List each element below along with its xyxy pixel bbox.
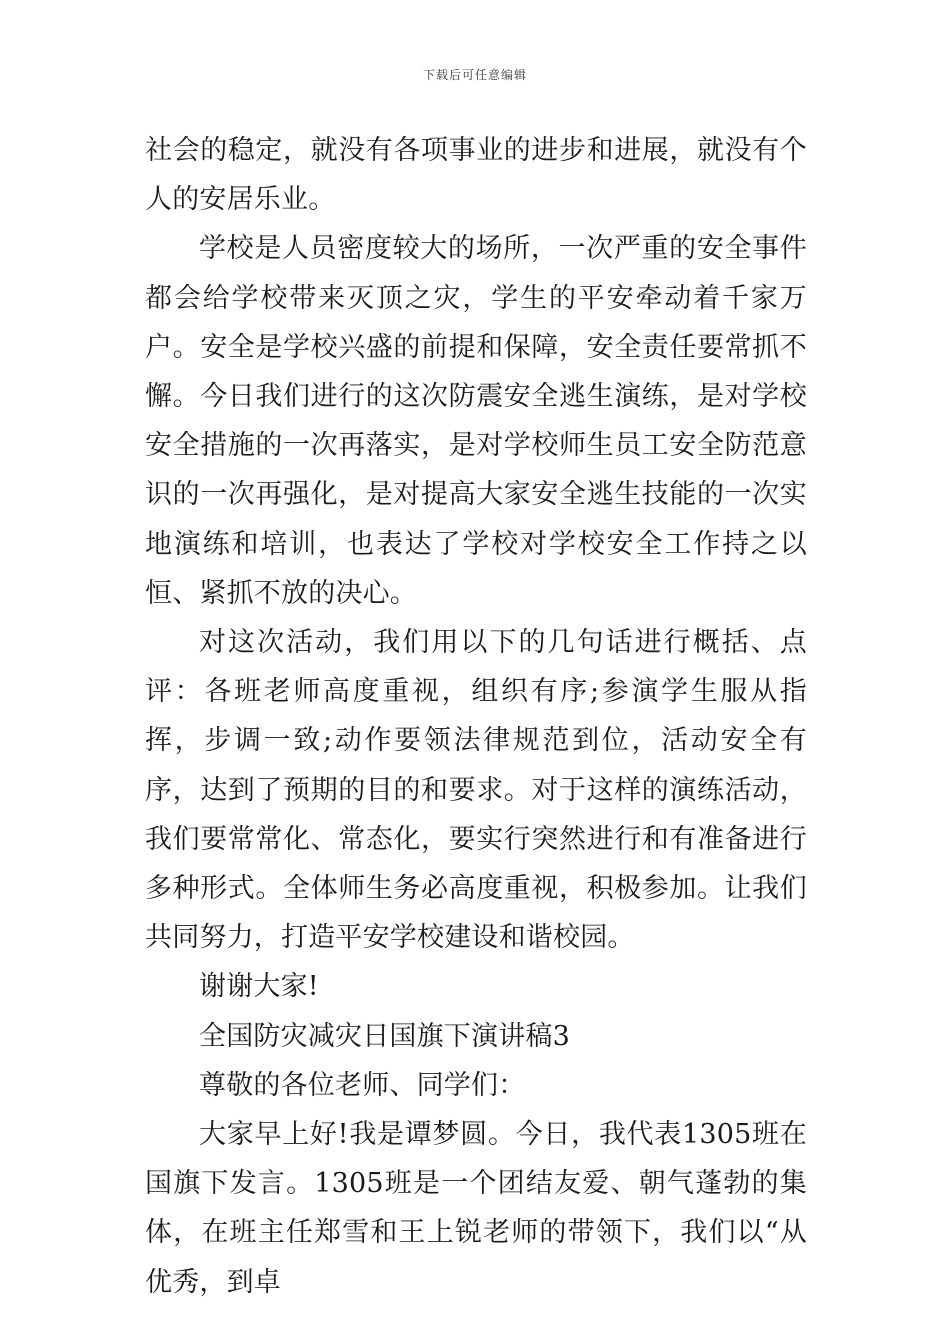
section-title: 全国防灾减灾日国旗下演讲稿3 bbox=[199, 1020, 570, 1052]
document-body bbox=[145, 126, 807, 1307]
salutation: 尊敬的各位老师、同学们： bbox=[199, 1069, 526, 1101]
page-header: 下载后可任意编辑 bbox=[422, 68, 527, 82]
paragraph-speech-intro: 大家早上好!我是谭梦圆。今日，我代表1305班在国旗下发言。1305班是一个团结友爱、朝气蓬勃的集体，在班主任郑雪和王上锐老师的带领下，我们以“从优秀，到卓 bbox=[145, 1119, 807, 1298]
paragraph-thanks: 谢谢大家! bbox=[199, 971, 319, 1003]
paragraph-continuation: 社会的稳定，就没有各项事业的进步和进展，就没有个人的安居乐业。 bbox=[145, 135, 807, 216]
paragraph-school-safety: 学校是人员密度较大的场所，一次严重的安全事件都会给学校带来灭顶之灾，学生的平安牵动着千家万户。安全是学校兴盛的前提和保障，安全责任要常抓不懈。今日我们进行的这次防震安全逃生演练，是对学校安全措施的一次再落实，是对学校师生员工安全防范意识的一次再强化，是对提高大家安全逃生技能的一次实地演练和培训，也表达了学校对学校安全工作持之以恒、紧抓不放的决心。 bbox=[145, 233, 807, 609]
paragraph-activity-review: 对这次活动，我们用以下的几句话进行概括、点评：各班老师高度重视，组织有序;参演学生服从指挥，步调一致;动作要领法律规范到位，活动安全有序，达到了预期的目的和要求。对于这样的演练活动，我们要常常化、常态化，要实行突然进行和有准备进行多种形式。全体师生务必高度重视，积极参加。让我们共同努力，打造平安学校建设和谐校园。 bbox=[145, 627, 807, 954]
